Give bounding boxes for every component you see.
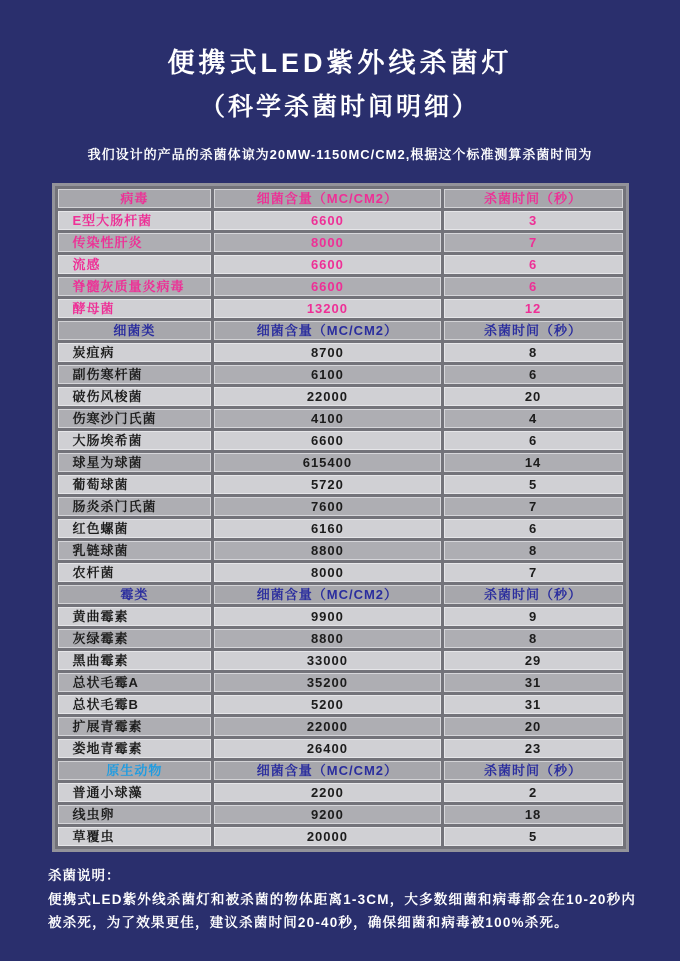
row-content-cell: 6600 — [214, 211, 440, 230]
row-time-cell: 2 — [444, 783, 623, 802]
content-header-cell: 细菌含量（MC/CM2） — [214, 585, 440, 604]
row-name-cell: 炭疽病 — [58, 343, 212, 362]
row-name-cell: 线虫卵 — [58, 805, 212, 824]
table-body — [58, 189, 623, 846]
row-time-cell: 8 — [444, 629, 623, 648]
row-name-cell: 总状毛霉A — [58, 673, 212, 692]
table-row — [58, 541, 623, 560]
row-content-cell: 6100 — [214, 365, 440, 384]
table-row — [58, 783, 623, 802]
row-name-cell: 总状毛霉B — [58, 695, 212, 714]
table-row — [58, 299, 623, 318]
row-content-cell: 20000 — [214, 827, 440, 846]
row-time-cell: 8 — [444, 343, 623, 362]
row-name-cell: 破伤风梭菌 — [58, 387, 212, 406]
row-name-cell: 大肠埃希菌 — [58, 431, 212, 450]
footer-note — [48, 865, 638, 934]
row-name-cell: 肠炎杀门氏菌 — [58, 497, 212, 516]
table-row — [58, 519, 623, 538]
table-row — [58, 717, 623, 736]
table-row — [58, 651, 623, 670]
section-name-cell: 病毒 — [58, 189, 212, 208]
row-content-cell: 22000 — [214, 387, 440, 406]
row-content-cell: 6600 — [214, 277, 440, 296]
section-name-cell: 原生动物 — [58, 761, 212, 780]
row-name-cell: 伤寒沙门氏菌 — [58, 409, 212, 428]
row-name-cell: 球星为球菌 — [58, 453, 212, 472]
row-name-cell: 黑曲霉素 — [58, 651, 212, 670]
time-header-cell: 杀菌时间（秒） — [444, 585, 623, 604]
content-header-cell: 细菌含量（MC/CM2） — [214, 189, 440, 208]
row-content-cell: 5720 — [214, 475, 440, 494]
row-time-cell: 3 — [444, 211, 623, 230]
table-row — [58, 607, 623, 626]
row-name-cell: 扩展青霉素 — [58, 717, 212, 736]
page-subtitle: （科学杀菌时间明细） — [199, 93, 480, 121]
row-content-cell: 2200 — [214, 783, 440, 802]
footer-body: 便携式LED紫外线杀菌灯和被杀菌的物体距离1-3CM，大多数细菌和病毒都会在10-20秒内被杀死，为了效果更佳，建议杀菌时间20-40秒，确保细菌和病毒被100%杀死。 — [48, 892, 637, 930]
row-content-cell: 8000 — [214, 563, 440, 582]
row-name-cell: 灰绿霉素 — [58, 629, 212, 648]
table-row — [58, 475, 623, 494]
row-name-cell: 副伤寒杆菌 — [58, 365, 212, 384]
table-row — [58, 695, 623, 714]
row-content-cell: 5200 — [214, 695, 440, 714]
row-time-cell: 20 — [444, 387, 623, 406]
content-header-cell: 细菌含量（MC/CM2） — [214, 321, 440, 340]
table-row — [58, 211, 623, 230]
section-header-row — [58, 189, 623, 208]
row-name-cell: 酵母菌 — [58, 299, 212, 318]
row-time-cell: 9 — [444, 607, 623, 626]
row-name-cell: 脊髓灰质量炎病毒 — [58, 277, 212, 296]
table-row — [58, 563, 623, 582]
row-time-cell: 31 — [444, 695, 623, 714]
row-name-cell: 乳链球菌 — [58, 541, 212, 560]
row-content-cell: 8800 — [214, 541, 440, 560]
row-content-cell: 13200 — [214, 299, 440, 318]
row-time-cell: 31 — [444, 673, 623, 692]
table-row — [58, 233, 623, 252]
table-row — [58, 739, 623, 758]
row-name-cell: 草覆虫 — [58, 827, 212, 846]
row-time-cell: 6 — [444, 519, 623, 538]
table-row — [58, 827, 623, 846]
row-name-cell: 流感 — [58, 255, 212, 274]
row-time-cell: 4 — [444, 409, 623, 428]
time-header-cell: 杀菌时间（秒） — [444, 321, 623, 340]
row-time-cell: 6 — [444, 365, 623, 384]
table-row — [58, 497, 623, 516]
row-time-cell: 20 — [444, 717, 623, 736]
row-time-cell: 29 — [444, 651, 623, 670]
row-time-cell: 14 — [444, 453, 623, 472]
row-time-cell: 6 — [444, 431, 623, 450]
table-row — [58, 387, 623, 406]
row-content-cell: 6600 — [214, 255, 440, 274]
row-time-cell: 7 — [444, 563, 623, 582]
row-content-cell: 9200 — [214, 805, 440, 824]
section-name-cell: 细菌类 — [58, 321, 212, 340]
footer-heading: 杀菌说明： — [48, 868, 121, 883]
row-content-cell: 22000 — [214, 717, 440, 736]
row-time-cell: 7 — [444, 497, 623, 516]
row-content-cell: 26400 — [214, 739, 440, 758]
row-name-cell: E型大肠杆菌 — [58, 211, 212, 230]
row-content-cell: 6600 — [214, 431, 440, 450]
row-name-cell: 普通小球藻 — [58, 783, 212, 802]
time-header-cell: 杀菌时间（秒） — [444, 761, 623, 780]
row-content-cell: 4100 — [214, 409, 440, 428]
row-content-cell: 8700 — [214, 343, 440, 362]
row-content-cell: 9900 — [214, 607, 440, 626]
table-row — [58, 343, 623, 362]
table-row — [58, 255, 623, 274]
section-name-cell: 霉类 — [58, 585, 212, 604]
row-content-cell: 615400 — [214, 453, 440, 472]
section-header-row — [58, 761, 623, 780]
table-row — [58, 431, 623, 450]
section-header-row — [58, 585, 623, 604]
intro-text: 我们设计的产品的杀菌体谅为20MW-1150MC/CM2,根据这个标准测算杀菌时间为 — [87, 147, 593, 162]
row-name-cell: 娄地青霉素 — [58, 739, 212, 758]
table-row — [58, 673, 623, 692]
time-header-cell: 杀菌时间（秒） — [444, 189, 623, 208]
table-row — [58, 453, 623, 472]
row-time-cell: 7 — [444, 233, 623, 252]
row-time-cell: 8 — [444, 541, 623, 560]
row-time-cell: 5 — [444, 475, 623, 494]
table-row — [58, 277, 623, 296]
table-row — [58, 805, 623, 824]
table-row — [58, 409, 623, 428]
row-time-cell: 6 — [444, 277, 623, 296]
row-content-cell: 7600 — [214, 497, 440, 516]
row-time-cell: 6 — [444, 255, 623, 274]
table-row — [58, 365, 623, 384]
row-time-cell: 5 — [444, 827, 623, 846]
table-row — [58, 629, 623, 648]
row-name-cell: 葡萄球菌 — [58, 475, 212, 494]
row-content-cell: 6160 — [214, 519, 440, 538]
row-time-cell: 12 — [444, 299, 623, 318]
row-content-cell: 8000 — [214, 233, 440, 252]
row-name-cell: 农杆菌 — [58, 563, 212, 582]
content-header-cell: 细菌含量（MC/CM2） — [214, 761, 440, 780]
row-time-cell: 18 — [444, 805, 623, 824]
row-name-cell: 黄曲霉素 — [58, 607, 212, 626]
row-name-cell: 红色螺菌 — [58, 519, 212, 538]
page-title: 便携式LED紫外线杀菌灯 — [167, 48, 513, 78]
row-name-cell: 传染性肝炎 — [58, 233, 212, 252]
row-content-cell: 33000 — [214, 651, 440, 670]
row-content-cell: 35200 — [214, 673, 440, 692]
row-time-cell: 23 — [444, 739, 623, 758]
sterilization-time-table — [52, 183, 629, 852]
section-header-row — [58, 321, 623, 340]
row-content-cell: 8800 — [214, 629, 440, 648]
